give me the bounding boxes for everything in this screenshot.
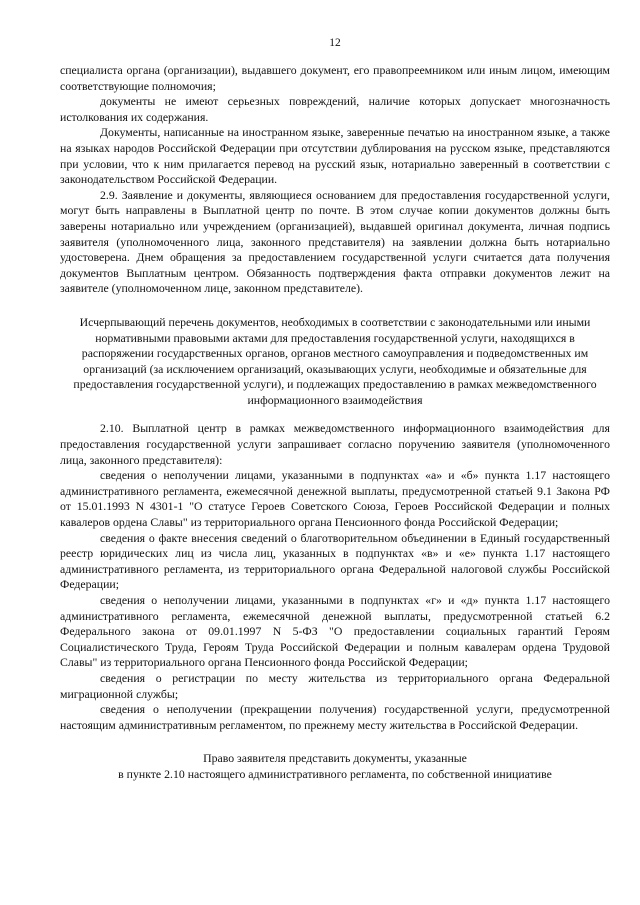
paragraph-2-9-postal: 2.9. Заявление и документы, являющиеся основанием для предоставления государственной услуги, могут быть направлены в Выплатной центр по почте. В этом случае копии документов должны быть заверены нотариально или учреждением (организацией), выдавшей оригинал документа, личная подпись заявителя (уполномоченного лица, законного представителя) на заявлении должна быть нотариально удостоверена. Днем обращения за предоставлением государственной услуги считается дата получения документов Выплатным центром. Обязанность подтверждения факта отправки документов лежит на заявителе (уполномоченном лице, законном представителе). (60, 187, 610, 296)
section-heading (66, 315, 604, 409)
paragraph-foreign-language: Документы, написанные на иностранном языке, заверенные печатью на иностранном языке, а также на языках народов Российской Федерации при отсутствии дублирования на русском языке, представляются при условии, что к ним прилагается перевод на русский язык, нотариально заверенный в соответствии с законодательством Российской Федерации. (60, 125, 610, 187)
paragraph-2-10-intro: 2.10. Выплатной центр в рамках межведомственного информационного взаимодействия для предоставления государственной услуги запрашивает согласно поручению заявителя (уполномоченного лица, законного представителя): (60, 421, 610, 467)
page-number: 12 (329, 37, 341, 49)
bottom-heading-line2: в пункте 2.10 настоящего административного регламента, по собственной инициативе (118, 766, 552, 781)
list-item-pension-fund-ab: сведения о неполучении лицами, указанными в подпунктах «а» и «б» пункта 1.17 настоящего административного регламента, ежемесячной денежной выплаты, предусмотренной статьей 9.1 Закона РФ от 15.01.1993 N 4301-1 "О статусе Героев Советского Союза, Героев Российской Федерации и полных кавалеров ордена Славы" из территориального органа Пенсионного фонда Российской Федерации; (60, 468, 610, 530)
list-item-pension-fund-gd: сведения о неполучении лицами, указанными в подпунктах «г» и «д» пункта 1.17 настоящего административного регламента, ежемесячной денежной выплаты, предусмотренной статьей 6.2 Федерального закона от 09.01.1997 N 5-ФЗ "О предоставлении социальных гарантий Героям Социалистического Труда, Героям Труда Российской Федерации и полным кавалерам ордена Трудовой Славы" из территориального органа Пенсионного фонда Российской Федерации; (60, 593, 610, 670)
bottom-heading-line1: Право заявителя представить документы, указанные (203, 751, 467, 766)
paragraph-damage-condition: документы не имеют серьезных повреждений, наличие которых допускает многозначность истолкования их содержания. (60, 94, 610, 124)
list-item-tax-service: сведения о факте внесения сведений о благотворительном объединении в Единый государственный реестр юридических лиц из числа лиц, указанных в подпунктах «в» и «е» пункта 1.17 настоящего административного регламента, из территориального органа Федеральной налоговой службы Российской Федерации; (60, 530, 610, 592)
section-heading-text: Исчерпывающий перечень документов, необходимых в соответствии с законодательными или иными нормативными правовыми актами для предоставления государственной услуги, находящихся в распоряжении государственных органов, органов местного самоуправления и подведомственных им организаций (за исключением организаций, оказывающих услуги, необходимые и обязательные для предоставления государственной услуги), и подлежащих предоставлению в рамках межведомственного информационного взаимодействия (73, 314, 597, 407)
list-item-migration-service: сведения о регистрации по месту жительства из территориального органа Федеральной миграционной службы; (60, 670, 610, 701)
paragraph-continuation: специалиста органа (организации), выдавшего документ, его правопреемником или иным лицом, имеющим соответствующие полномочия; (60, 63, 610, 93)
list-item-previous-residence: сведения о неполучении (прекращении получения) государственной услуги, предусмотренной настоящим административным регламентом, по прежнему месту жительства в Российской Федерации. (60, 702, 610, 732)
bottom-heading (60, 751, 610, 782)
